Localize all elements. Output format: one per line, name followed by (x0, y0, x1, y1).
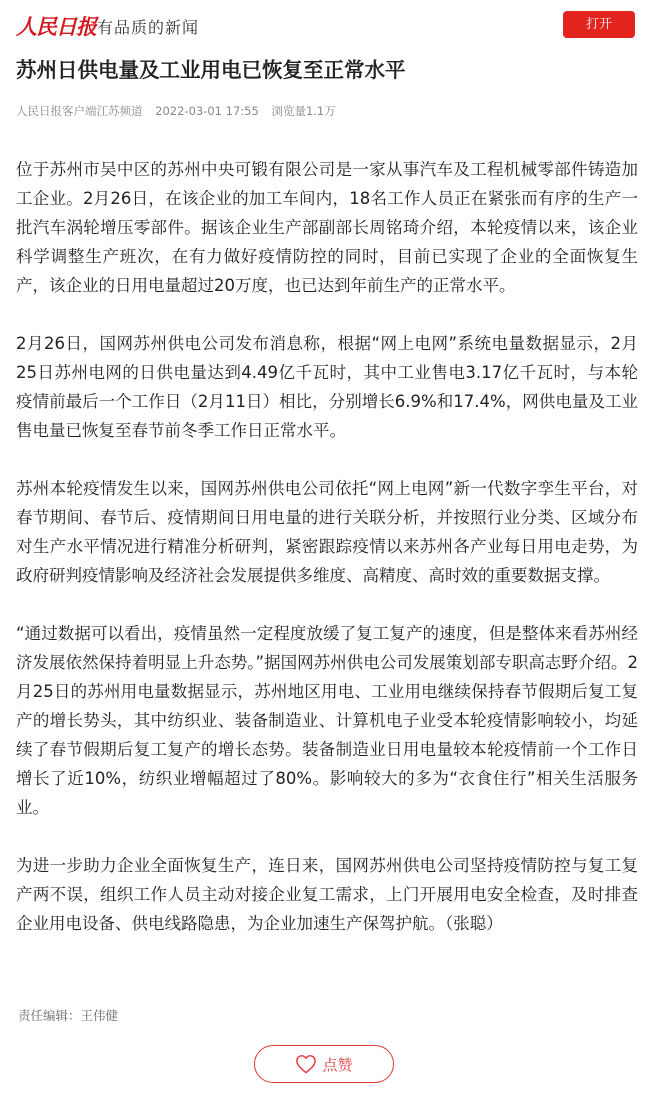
article-paragraph: 苏州本轮疫情发生以来，国网苏州供电公司依托“网上电网”新一代数字孪生平台，对春节期间、春节后、疫情期间日用电量的进行关联分析，并按照行业分类、区域分布对生产水平情况进行精准分析研判，紧密跟踪疫情以来苏州各产业每日用电走势，为政府研判疫情影响及经济社会发展提供多维度、高精度、高时效的重要数据支撑。 (16, 479, 638, 585)
open-app-button[interactable]: 打开 (563, 11, 635, 38)
like-button[interactable] (254, 1045, 394, 1083)
article-paragraph: “通过数据可以看出，疫情虽然一定程度放缓了复工复产的速度，但是整体来看苏州经济发展依然保持着明显上升态势。”据国网苏州供电公司发展策划部专职高志野介绍。2月25日的苏州用电量数据显示，苏州地区用电、工业用电继续保持春节假期后复工复产的增长势头，其中纺织业、装备制造业、计算机电子业受本轮疫情影响较小，均延续了春节假期后复工复产的增长态势。装备制造业日用电量较本轮疫情前一个工作日增长了近10%，纺织业增幅超过了80%。影响较大的多为“衣食住行”相关生活服务业。 (16, 624, 638, 817)
like-label: 点赞 (322, 1055, 353, 1074)
article-paragraph: 2月26日，国网苏州供电公司发布消息称，根据“网上电网”系统电量数据显示，2月25日苏州电网的日供电量达到4.49亿千瓦时，其中工业售电3.17亿千瓦时，与本轮疫情前最后一个工作日（2月11日）相比，分别增长6.9%和17.4%，网供电量及工业售电量已恢复至春节前冬季工作日正常水平。 (16, 334, 638, 440)
heart-icon (295, 1054, 317, 1074)
article-paragraph: 位于苏州市吴中区的苏州中央可锻有限公司是一家从事汽车及工程机械零部件铸造加工企业。2月26日，在该企业的加工车间内，18名工作人员正在紧张而有序的生产一批汽车涡轮增压零部件。据该企业生产部副部长周铭琦介绍，本轮疫情以来，该企业科学调整生产班次，在有力做好疫情防控的同时，目前已实现了企业的全面恢复生产，该企业的日用电量超过20万度，也已达到年前生产的正常水平。 (16, 160, 638, 295)
article-source: 人民日报客户端江苏频道 (16, 104, 143, 118)
app-header (0, 0, 650, 50)
slogan-text: 有品质的新闻 (97, 18, 200, 37)
article-meta (16, 103, 345, 119)
people-daily-logo[interactable]: 人民日报 (16, 14, 96, 39)
article-paragraph: 为进一步助力企业全面恢复生产，连日来，国网苏州供电公司坚持疫情防控与复工复产两不误，组织工作人员主动对接企业复工需求，上门开展用电安全检查，及时排查企业用电设备、供电线路隐患，为企业加速生产保驾护航。（张聪） (16, 856, 638, 933)
article-datetime: 2022-03-01 17:55 (155, 104, 259, 118)
responsible-editor: 责任编辑：王伟健 (18, 1008, 119, 1023)
article-title: 苏州日供电量及工业用电已恢复至正常水平 (16, 58, 406, 82)
article-views: 浏览量1.1万 (271, 104, 336, 118)
article-body (16, 155, 638, 967)
